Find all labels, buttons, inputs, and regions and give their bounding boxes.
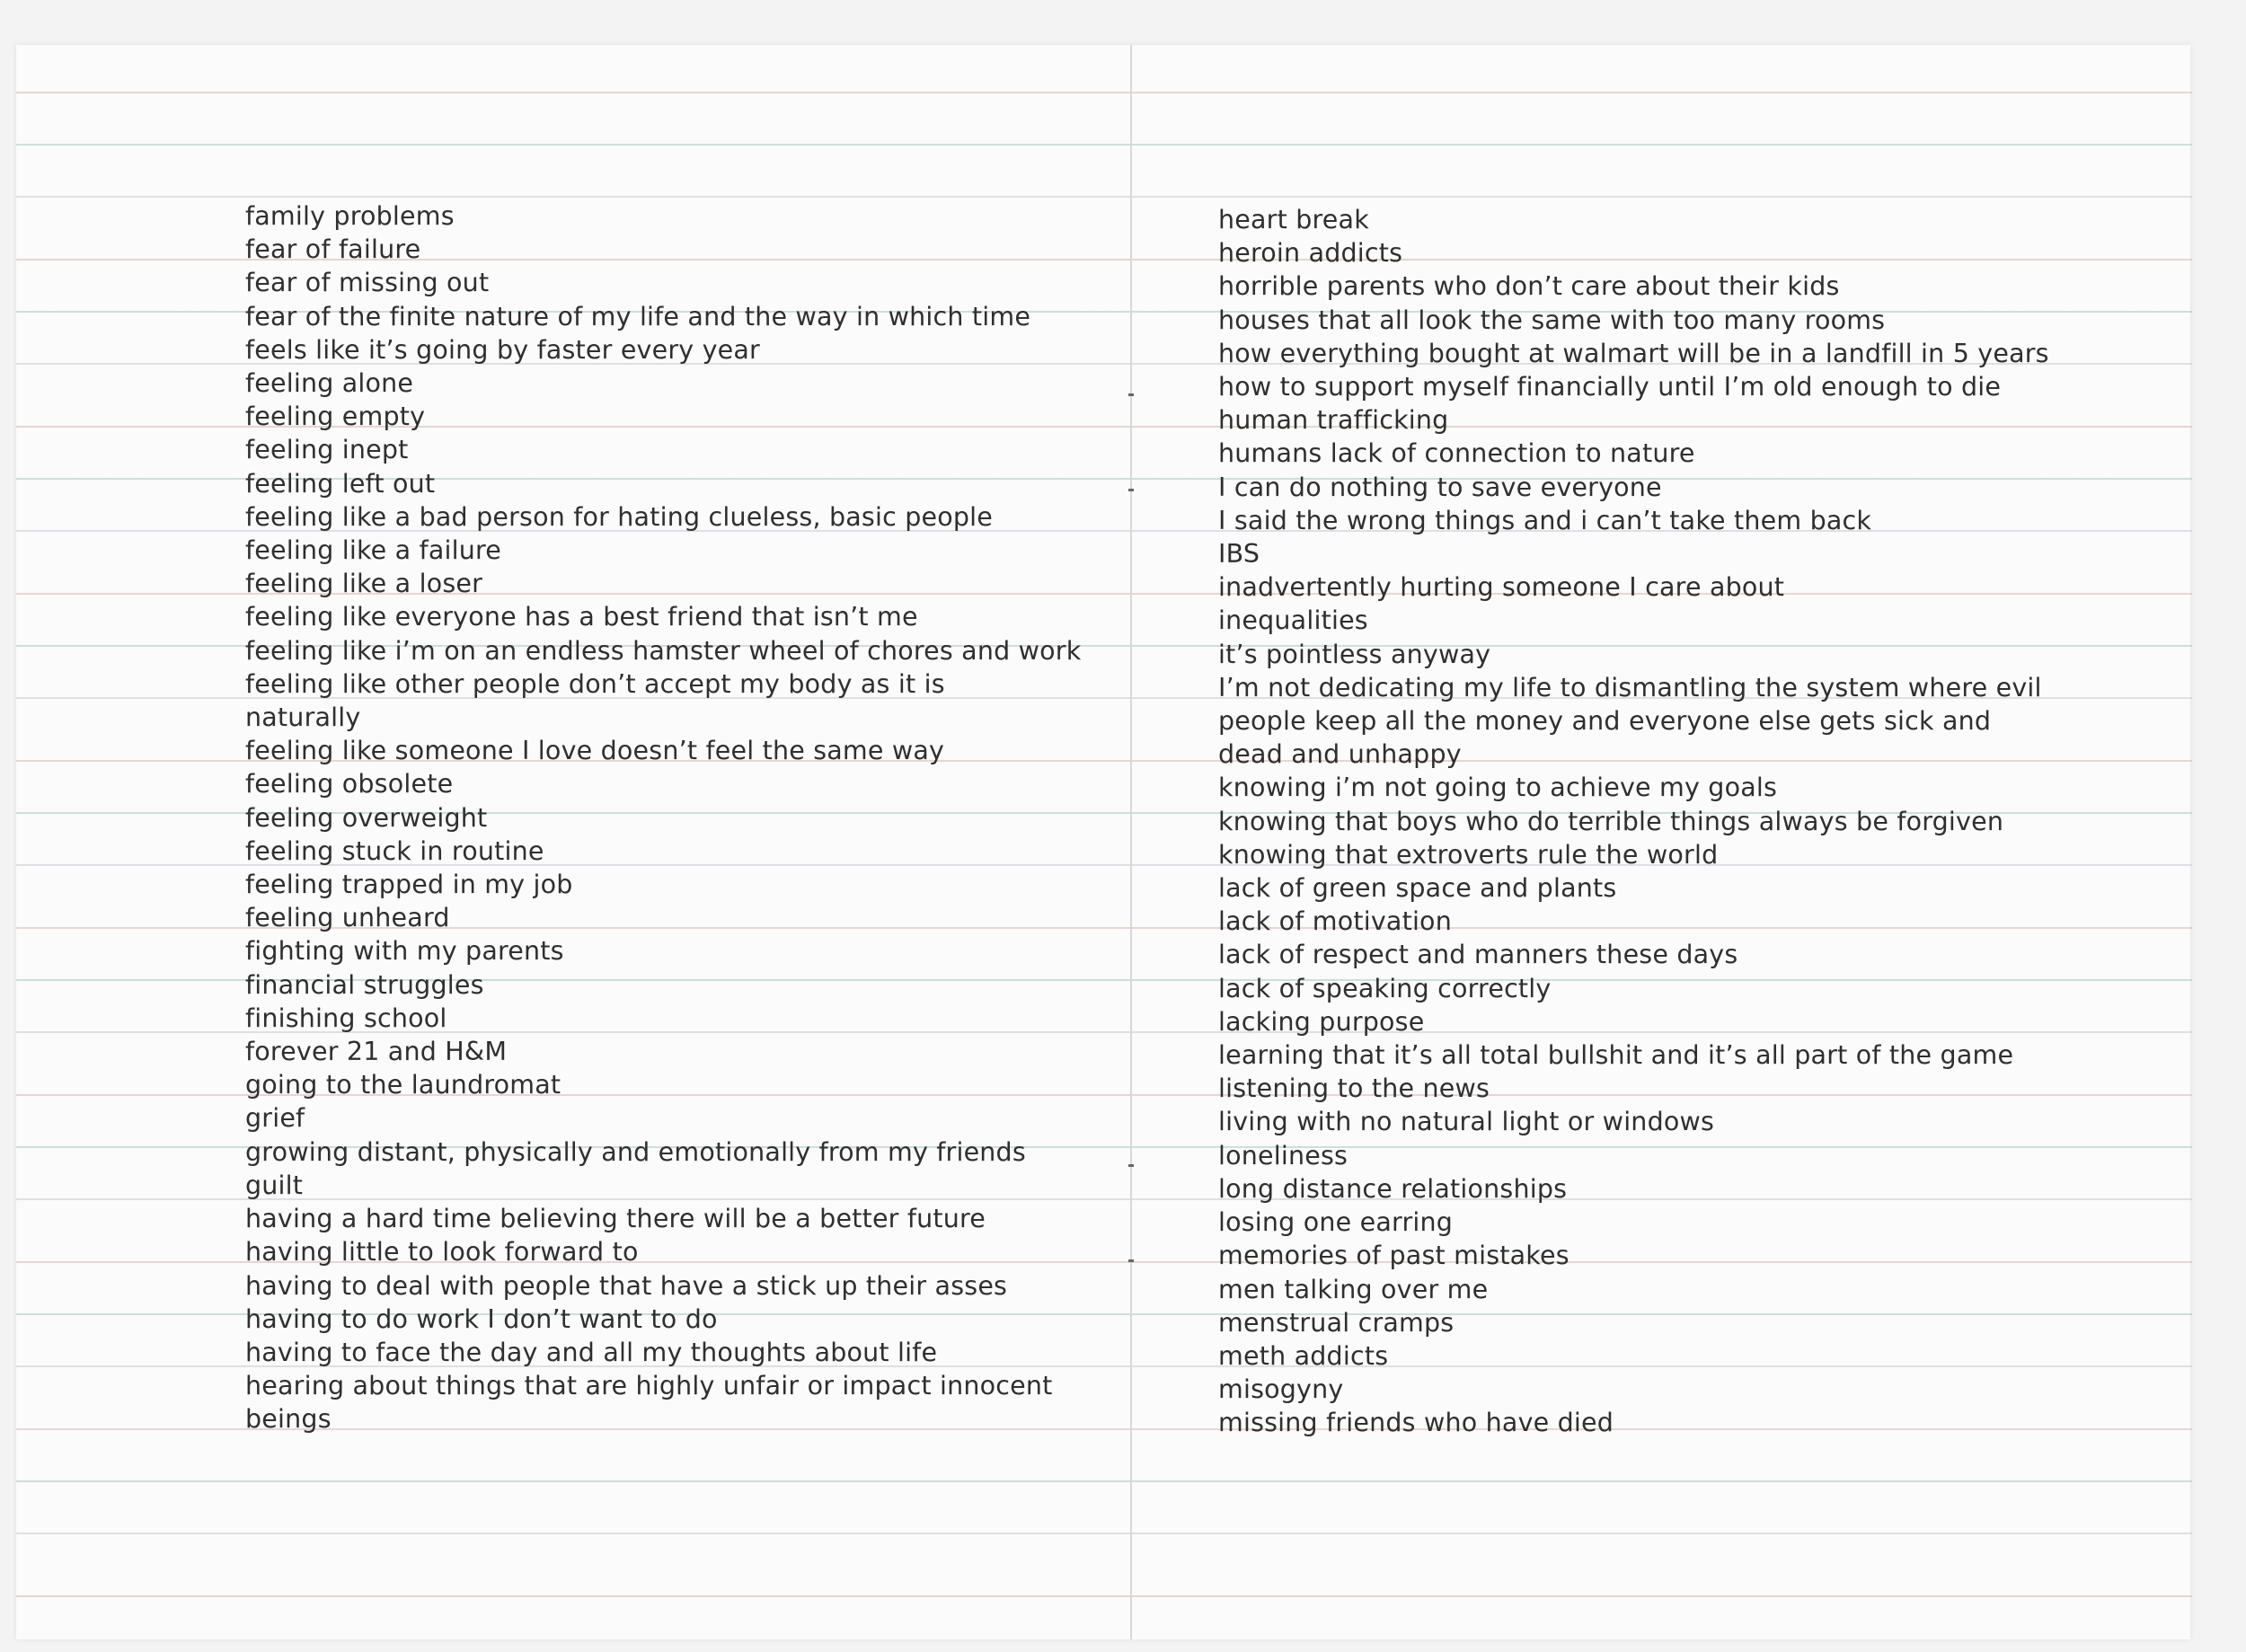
list-item: finishing school xyxy=(245,1003,447,1033)
list-item: feeling overweight xyxy=(245,802,488,833)
list-item: feeling empty xyxy=(245,402,426,432)
list-item: forever 21 and H&M xyxy=(245,1037,508,1067)
zine-spread xyxy=(16,45,2190,1639)
fold-mark xyxy=(1128,393,1134,396)
list-item: memories of past mistakes xyxy=(1218,1241,1570,1271)
list-item: feeling trapped in my job xyxy=(245,870,573,900)
list-item: guilt xyxy=(245,1170,304,1200)
list-item: heroin addicts xyxy=(1218,238,1403,269)
list-item: houses that all look the same with too many rooms xyxy=(1218,305,1886,335)
list-item: I can do nothing to save everyone xyxy=(1218,472,1662,502)
list-item: feeling like everyone has a best friend that isn’t me xyxy=(245,602,918,632)
list-item: living with no natural light or windows xyxy=(1218,1107,1715,1137)
list-item: learning that it’s all total bullshit and it’s all part of the game xyxy=(1218,1040,2014,1071)
list-item: feeling inept xyxy=(245,435,409,465)
list-item: fear of the finite nature of my life and the way in which time xyxy=(245,301,1031,331)
list-item: people keep all the money and everyone else gets sick and xyxy=(1218,706,1992,737)
list-item: financial struggles xyxy=(245,969,484,1000)
list-item: I said the wrong things and i can’t take them back xyxy=(1218,505,1872,535)
list-item: feeling left out xyxy=(245,468,436,499)
list-item: fighting with my parents xyxy=(245,936,564,967)
list-item: human trafficking xyxy=(1218,405,1449,436)
list-item: feeling like a bad person for hating clueless, basic people xyxy=(245,501,994,532)
list-item: family problems xyxy=(245,201,455,231)
list-item: having to do work I don’t want to do xyxy=(245,1303,718,1334)
left-page-list xyxy=(245,199,1108,1436)
list-item: hearing about things that are highly unfair or impact innocent xyxy=(245,1371,1053,1401)
list-item: feeling like i’m on an endless hamster wheel of chores and work xyxy=(245,635,1082,666)
list-item: having a hard time believing there will be a better future xyxy=(245,1204,986,1234)
list-item: how to support myself financially until I’m old enough to die xyxy=(1218,372,2002,402)
list-item: grief xyxy=(245,1103,305,1134)
list-item: missing friends who have died xyxy=(1218,1408,1614,1438)
list-item: feeling alone xyxy=(245,368,414,399)
list-item: I’m not dedicating my life to dismantling the system where evil xyxy=(1218,672,2042,702)
list-item: heart break xyxy=(1218,205,1369,234)
list-item: long distance relationships xyxy=(1218,1173,1568,1204)
list-item: lacking purpose xyxy=(1218,1006,1425,1037)
list-item: beings xyxy=(245,1404,332,1435)
list-item: lack of motivation xyxy=(1218,906,1452,937)
list-item: it’s pointless anyway xyxy=(1218,639,1491,669)
list-item: feeling obsolete xyxy=(245,769,454,799)
list-item: how everything bought at walmart will be in a landfill in 5 years xyxy=(1218,338,2049,368)
left-page xyxy=(16,45,1130,1639)
list-item: having to face the day and all my thoughts about life xyxy=(245,1337,938,1367)
list-item: fear of failure xyxy=(245,234,421,265)
list-item: inequalities xyxy=(1218,605,1368,636)
list-item: growing distant, physically and emotionally from my friends xyxy=(245,1136,1026,1167)
list-item: lack of speaking correctly xyxy=(1218,973,1552,1003)
list-item: naturally xyxy=(245,702,361,733)
list-item: knowing that boys who do terrible things always be forgiven xyxy=(1218,806,2004,836)
list-item: feeling unheard xyxy=(245,903,450,933)
list-item: humans lack of connection to nature xyxy=(1218,438,1695,469)
list-item: losing one earring xyxy=(1218,1207,1454,1238)
list-item: going to the laundromat xyxy=(245,1070,562,1100)
list-item: feels like it’s going by faster every year xyxy=(245,334,760,365)
fold-mark xyxy=(1128,489,1134,491)
list-item: having little to look forward to xyxy=(245,1237,639,1268)
list-item: men talking over me xyxy=(1218,1274,1489,1304)
list-item: listening to the news xyxy=(1218,1073,1490,1104)
list-item: lack of respect and manners these days xyxy=(1218,940,1738,970)
right-page-list xyxy=(1218,203,2171,1440)
list-item: feeling like other people don’t accept my body as it is xyxy=(245,668,945,699)
list-item: loneliness xyxy=(1218,1140,1348,1171)
list-item: menstrual cramps xyxy=(1218,1307,1455,1338)
list-item: having to deal with people that have a stick up their asses xyxy=(245,1270,1008,1301)
list-item: feeling like someone I love doesn’t feel the same way xyxy=(245,736,945,766)
list-item: inadvertently hurting someone I care about xyxy=(1218,572,1785,603)
list-item: knowing i’m not going to achieve my goals xyxy=(1218,773,1778,803)
list-item: feeling like a loser xyxy=(245,569,483,599)
list-item: IBS xyxy=(1218,539,1260,570)
list-item: knowing that extroverts rule the world xyxy=(1218,839,1719,870)
fold-mark xyxy=(1128,1164,1134,1167)
fold-mark xyxy=(1128,1259,1134,1262)
list-item: meth addicts xyxy=(1218,1340,1389,1371)
list-item: misogyny xyxy=(1218,1374,1344,1405)
list-item: dead and unhappy xyxy=(1218,739,1462,770)
list-item: feeling stuck in routine xyxy=(245,835,544,866)
list-item: horrible parents who don’t care about their kids xyxy=(1218,271,1840,302)
list-item: fear of missing out xyxy=(245,268,490,298)
list-item: feeling like a failure xyxy=(245,535,502,566)
list-item: lack of green space and plants xyxy=(1218,873,1617,904)
right-page xyxy=(1130,45,2192,1639)
